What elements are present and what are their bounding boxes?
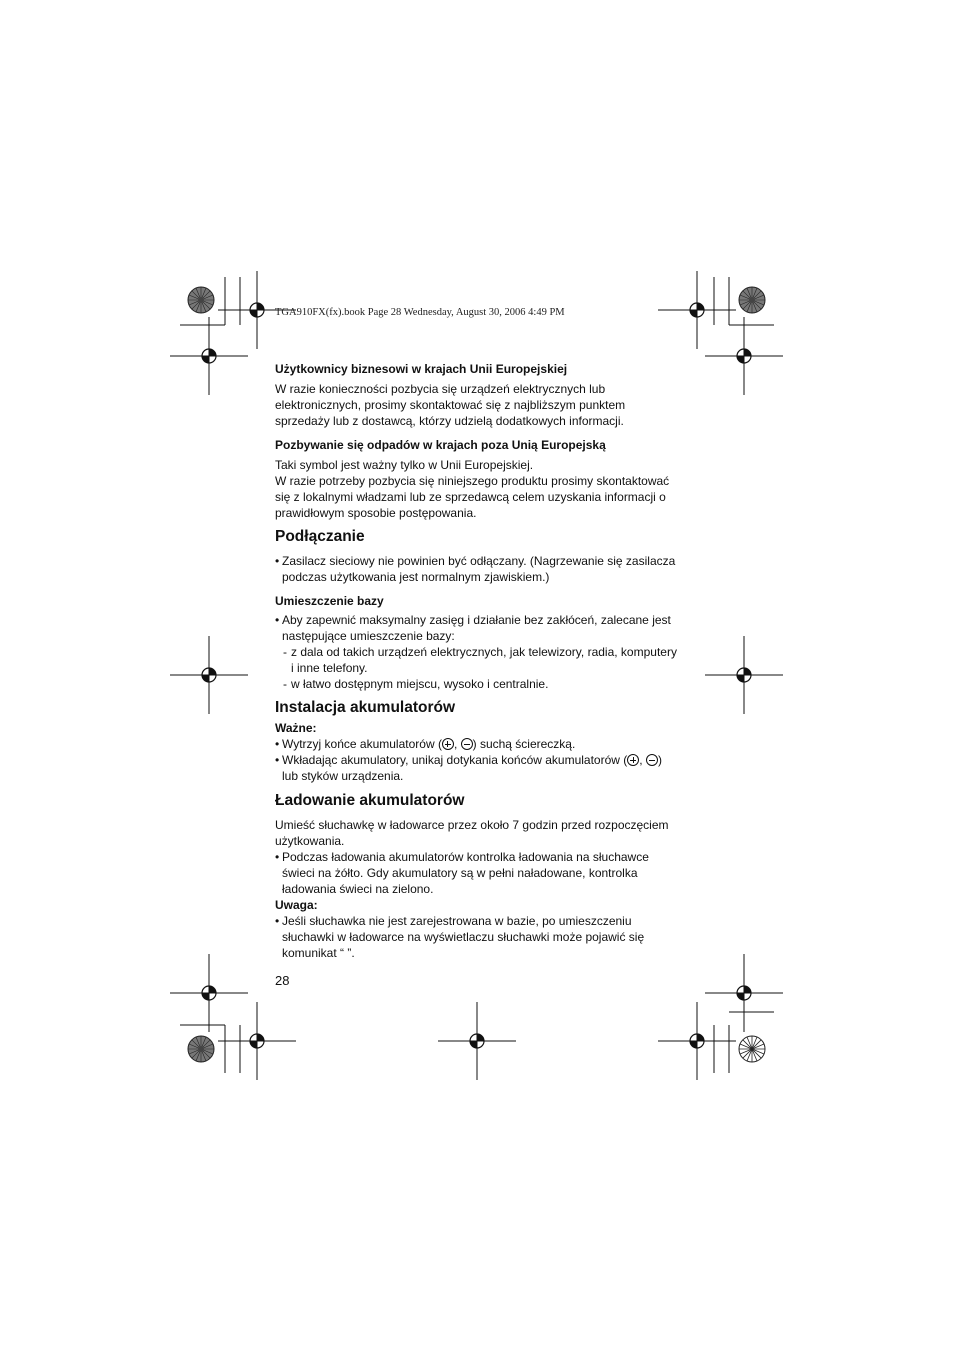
battery-install-bullet-1 xyxy=(275,736,680,752)
bullet-2-prefix: Wkładając akumulatory, unikaj dotykania końców akumulatorów ( xyxy=(282,753,628,767)
crosshair-icon xyxy=(170,636,248,714)
corner-starburst-icon xyxy=(739,1036,765,1062)
battery-install-bullet-2 xyxy=(275,752,680,784)
crosshair-icon xyxy=(658,271,736,349)
connecting-bullet xyxy=(275,553,680,585)
corner-starburst-icon xyxy=(188,1036,214,1062)
plus-terminal-icon xyxy=(442,738,454,750)
bullet-1-suffix: ) suchą ściereczką. xyxy=(472,737,576,751)
connecting-bullet-text: Zasilacz sieciowy nie powinien być odłączany. (Nagrzewanie się zasilacza podczas użytkowania jest normalnym zjawiskiem.) xyxy=(282,554,676,584)
dash-2-text: w łatwo dostępnym miejscu, wysoko i centralnie. xyxy=(291,677,549,691)
minus-terminal-icon xyxy=(461,738,473,750)
plus-terminal-icon xyxy=(627,754,639,766)
battery-charge-heading: Ładowanie akumulatorów xyxy=(275,792,465,809)
note-bullet xyxy=(275,913,680,961)
non-eu-heading: Pozbywanie się odpadów w krajach poza Unią Europejską xyxy=(275,438,606,452)
non-eu-line-2: W razie potrzeby pozbycia się niniejszego produktu prosimy skontaktować się z lokalnymi władzami lub ze sprzedawcą celem uzyskania informacji o prawidłowym sposobie postępowania. xyxy=(275,474,670,520)
crosshair-icon xyxy=(705,636,783,714)
connecting-heading: Podłączanie xyxy=(275,528,365,545)
crosshair-icon xyxy=(658,1002,736,1080)
minus-terminal-icon xyxy=(646,754,658,766)
base-placement-bullet xyxy=(275,612,680,644)
battery-charge-bullet-text: Podczas ładowania akumulatorów kontrolka ładowania na słuchawce świeci na żółto. Gdy akumulatory są w pełni naładowane, kontrolka ładowania świeci na zielono. xyxy=(282,850,649,896)
page-content xyxy=(275,361,680,961)
bullet-2-suffix: ) lub styków urządzenia. xyxy=(282,753,662,783)
note-label: Uwaga: xyxy=(275,898,318,912)
crosshair-icon xyxy=(705,317,783,395)
eu-business-text: W razie konieczności pozbycia się urządzeń elektrycznych lub elektronicznych, prosimy skontaktować się z najbliższym punktem sprzedaży lub z dostawcą, którzy udzielą dodatkowych informacji. xyxy=(275,382,626,428)
important-label: Ważne: xyxy=(275,721,317,735)
dash-1-text: z dala od takich urządzeń elektrycznych, jak telewizory, radia, komputery i inne telefony. xyxy=(291,645,677,675)
corner-starburst-icon xyxy=(739,287,765,313)
battery-charge-intro: Umieść słuchawkę w ładowarce przez około 7 godzin przed rozpoczęciem użytkowania. xyxy=(275,818,669,848)
base-placement-bullet-text: Aby zapewnić maksymalny zasięg i działanie bez zakłóceń, zalecane jest następujące umieszczenie bazy: xyxy=(282,613,671,643)
base-placement-dash-2 xyxy=(275,676,680,692)
bullet-mark: • xyxy=(275,850,280,864)
bullet-mark: • xyxy=(275,753,280,767)
crosshair-icon xyxy=(170,317,248,395)
corner-starburst-icon xyxy=(188,287,214,313)
crosshair-icon xyxy=(218,1002,296,1080)
eu-business-heading: Użytkownicy biznesowi w krajach Unii Europejskiej xyxy=(275,362,568,376)
book-header: TGA910FX(fx).book Page 28 Wednesday, August 30, 2006 4:49 PM xyxy=(275,307,565,318)
crosshair-icon xyxy=(438,1002,516,1080)
bullet-mark: • xyxy=(275,737,280,751)
note-bullet-text: Jeśli słuchawka nie jest zarejestrowana w bazie, po umieszczeniu słuchawki w ładowarce na wyświetlaczu słuchawki może pojawić się komunikat “ ”. xyxy=(282,914,645,960)
bullet-mark: • xyxy=(275,554,280,568)
bullet-mark: • xyxy=(275,613,280,627)
non-eu-line-1: Taki symbol jest ważny tylko w Unii Europejskiej. xyxy=(275,458,534,472)
comma: , xyxy=(639,753,646,767)
battery-charge-bullet xyxy=(275,849,680,897)
page-number: 28 xyxy=(275,973,290,988)
bullet-1-prefix: Wytrzyj końce akumulatorów ( xyxy=(282,737,442,751)
base-placement-heading: Umieszczenie bazy xyxy=(275,594,384,608)
dash-mark: - xyxy=(283,645,287,659)
base-placement-dash-1 xyxy=(275,644,680,676)
crosshair-icon xyxy=(170,954,248,1032)
battery-install-heading: Instalacja akumulatorów xyxy=(275,699,456,716)
comma: , xyxy=(453,737,461,751)
crosshair-icon xyxy=(705,954,783,1032)
dash-mark: - xyxy=(283,677,287,691)
bullet-mark: • xyxy=(275,914,280,928)
